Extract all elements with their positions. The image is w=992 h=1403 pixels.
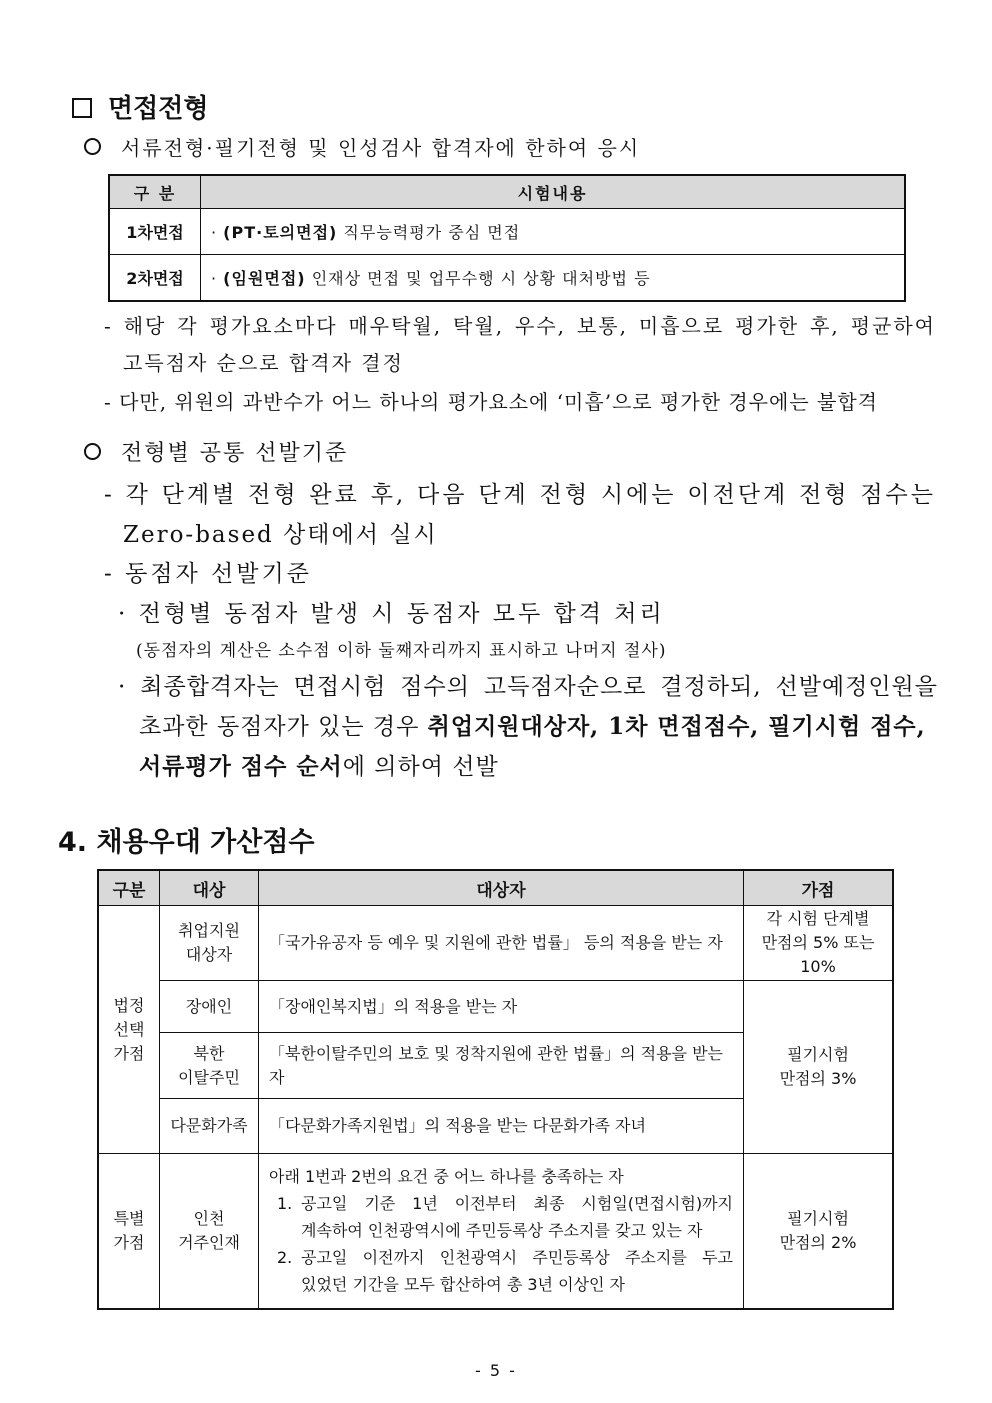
table-cell: 북한 이탈주민 — [160, 1033, 259, 1099]
table-row — [109, 209, 905, 255]
table-header-row — [109, 175, 905, 209]
table-cell: 필기시험 만점의 2% — [744, 1154, 894, 1309]
interview-table — [108, 174, 906, 302]
table-row — [109, 255, 905, 302]
list-item: 1. 공고일 기준 1년 이전부터 최종 시험일(면접시험)까지 계속하여 인천광역시에 주민등록상 주소지를 갖고 있는 자 — [277, 1194, 733, 1241]
table-header: 시험내용 — [201, 175, 906, 209]
body-text: 초과한 동점자가 있는 경우 취업지원대상자, 1차 면접점수, 필기시험 점수, — [139, 713, 926, 740]
body-text: Zero-based 상태에서 실시 — [123, 522, 438, 548]
section-heading-bonus: 4. 채용우대 가산점수 — [58, 827, 315, 858]
table-row — [98, 981, 893, 1033]
table-cell: 「국가유공자 등 예우 및 지원에 관한 법률」 등의 적용을 받는 자 — [259, 906, 744, 981]
table-cell: 다문화가족 — [160, 1099, 259, 1154]
table-cell: · (임원면접) 인재상 면접 및 업무수행 시 상황 대처방법 등 — [201, 255, 906, 302]
table-cell: 「북한이탈주민의 보호 및 정착지원에 관한 법률」의 적용을 받는 자 — [259, 1033, 744, 1099]
table-cell: 장애인 — [160, 981, 259, 1033]
bullet-item: 서류전형·필기전형 및 인성검사 합격자에 한하여 응시 — [84, 132, 640, 161]
table-header: 가점 — [744, 870, 894, 906]
table-cell: 취업지원 대상자 — [160, 906, 259, 981]
section-heading-interview: 면접전형 — [72, 88, 208, 125]
bullet-item: 전형별 공통 선발기준 — [84, 436, 348, 467]
note-text: (동점자의 계산은 소수점 이하 둘째자리까지 표시하고 나머지 절사) — [136, 641, 667, 661]
table-cell: 2차면접 — [109, 255, 201, 302]
table-cell: 「다문화가족지원법」의 적용을 받는 다문화가족 자녀 — [259, 1099, 744, 1154]
note-text: - 다만, 위원의 과반수가 어느 하나의 평가요소에 ‘미흡’으로 평가한 경우에는 불합격 — [104, 390, 878, 414]
bonus-table — [97, 869, 894, 1310]
table-cell: 인천 거주인재 — [160, 1154, 259, 1309]
table-header: 대상 — [160, 870, 259, 906]
table-cell: · (PT·토의면접) 직무능력평가 중심 면접 — [201, 209, 906, 255]
table-cell: 필기시험 만점의 3% — [744, 981, 894, 1154]
table-row — [98, 1154, 893, 1309]
body-text: · 전형별 동점자 발생 시 동점자 모두 합격 처리 — [118, 601, 665, 627]
circle-bullet-icon — [84, 138, 101, 155]
page-number: - 5 - — [475, 1361, 517, 1380]
circle-bullet-icon — [84, 443, 101, 460]
table-cell: 각 시험 단계별 만점의 5% 또는 10% — [744, 906, 894, 981]
body-text: 서류평가 점수 순서에 의하여 선발 — [139, 753, 499, 780]
table-cell: 아래 1번과 2번의 요건 중 어느 하나를 충족하는 자 1. 공고일 기준 1년 이전부터 최종 시험일(면접시험)까지 계속하여 인천광역시에 주민등록상 주소지를 갖고 있는 자 2. 공고일 이전까지 인천광역시 주민등록상 주소지를 두고 있었던 기간을 모두 합산하여 총 3년 이상인 자 — [259, 1154, 744, 1309]
checkbox-square-icon — [72, 98, 92, 118]
table-header: 대상자 — [259, 870, 744, 906]
body-text: - 각 단계별 전형 완료 후, 다음 단계 전형 시에는 이전단계 전형 점수는 — [104, 482, 936, 508]
body-text: · 최종합격자는 면접시험 점수의 고득점자순으로 결정하되, 선발예정인원을 — [118, 674, 938, 700]
body-text: - 동점자 선발기준 — [104, 561, 312, 587]
table-header: 구분 — [98, 870, 160, 906]
note-text: 고득점자 순으로 합격자 결정 — [123, 351, 404, 375]
note-text: - 해당 각 평가요소마다 매우탁월, 탁월, 우수, 보통, 미흡으로 평가한 후, 평균하여 — [104, 314, 936, 338]
table-cell: 법정 선택 가점 — [98, 906, 160, 1154]
table-row — [98, 906, 893, 981]
list-item: 2. 공고일 이전까지 인천광역시 주민등록상 주소지를 두고 있었던 기간을 모두 합산하여 총 3년 이상인 자 — [277, 1248, 733, 1295]
table-cell: 1차면접 — [109, 209, 201, 255]
table-header-row — [98, 870, 893, 906]
table-cell: 「장애인복지법」의 적용을 받는 자 — [259, 981, 744, 1033]
table-cell: 특별 가점 — [98, 1154, 160, 1309]
table-header: 구 분 — [109, 175, 201, 209]
